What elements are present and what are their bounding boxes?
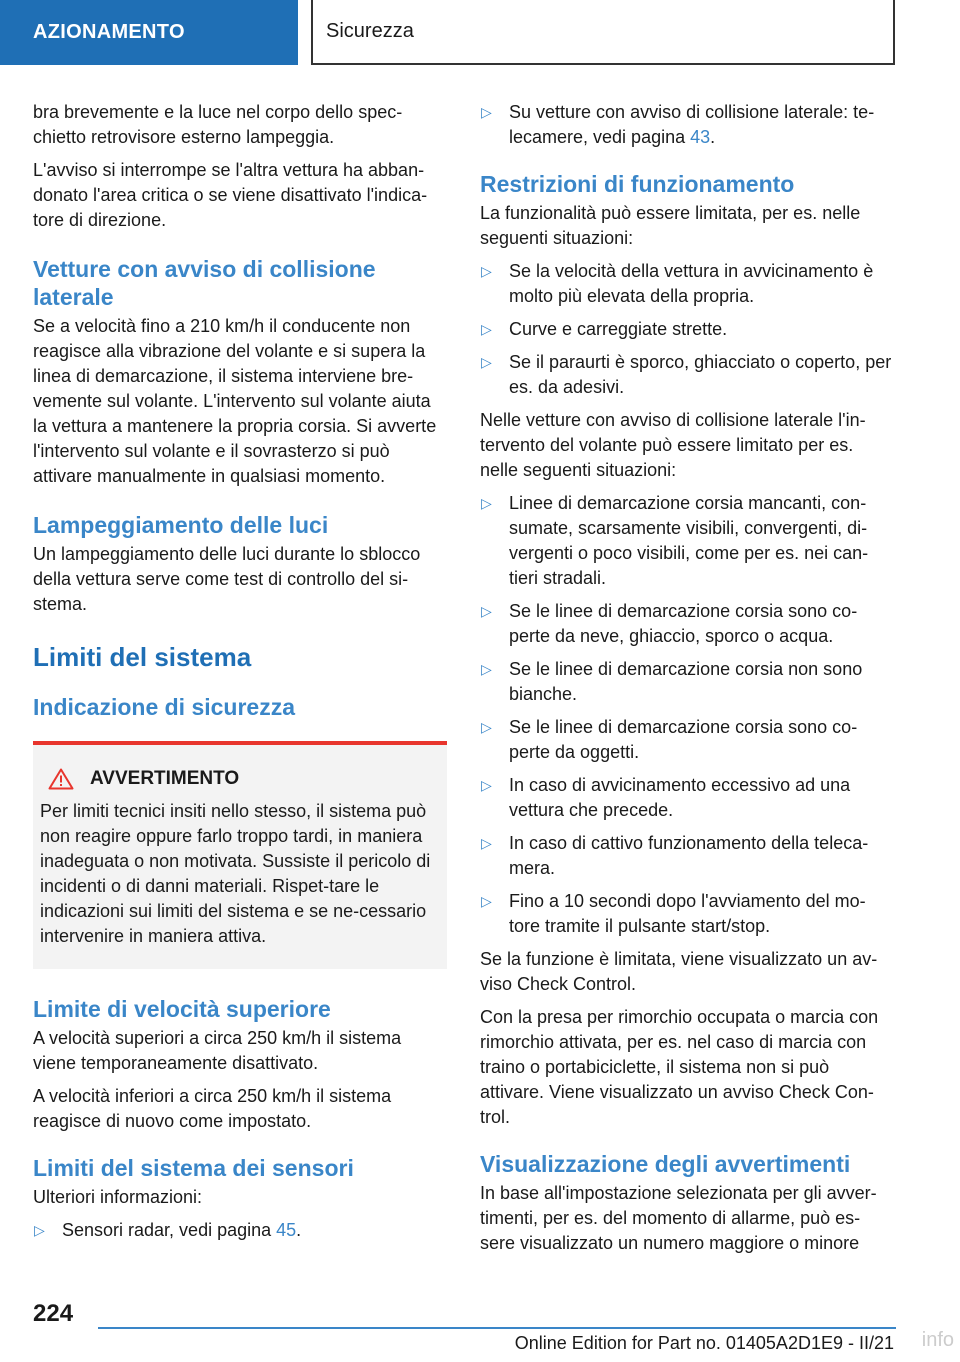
heading-flash: Lampeggiamento delle luci	[33, 512, 329, 538]
warning-triangle-icon	[48, 768, 74, 790]
heading-limits: Limiti del sistema	[33, 642, 252, 672]
paragraph: Ulteriori informazioni:	[33, 1187, 203, 1207]
list	[480, 259, 894, 400]
chapter-title: Sicurezza	[326, 20, 414, 42]
paragraph: Con la presa per rimorchio occupata o marcia con rimorchio attivata, per es. nel caso di marcia con traino o portabiciclette, il sistema non si può attivare. Viene visualizzato un avviso Check Con-trol.	[480, 1007, 879, 1127]
bullet-triangle-icon: ▷	[481, 719, 492, 735]
list	[480, 100, 894, 150]
bullet-triangle-icon: ▷	[34, 1222, 45, 1238]
list	[480, 491, 894, 939]
list-item: ▷ Su vetture con avviso di collisione laterale: te-lecamere, vedi pagina 43.	[481, 102, 875, 147]
paragraph: In base all'impostazione selezionata per gli avver-timenti, per es. del momento di allarme, può es-sere visualizzato un numero maggiore o minore	[480, 1183, 877, 1253]
heading-restrictions: Restrizioni di funzionamento	[480, 171, 795, 197]
chapter-tab	[311, 0, 895, 65]
list-item: ▷ In caso di cattivo funzionamento della teleca-mera.	[481, 833, 869, 878]
left-column	[33, 100, 447, 1251]
bullet-triangle-icon: ▷	[481, 893, 492, 909]
list-item: ▷ Curve e carreggiate strette.	[480, 317, 894, 342]
heading-speed: Limite di velocità superiore	[33, 996, 331, 1022]
paragraph: L'avviso si interrompe se l'altra vettura ha abban-donato l'area critica o se viene disattivato l'indica-tore di direzione.	[33, 160, 428, 230]
bullet-triangle-icon: ▷	[481, 835, 492, 851]
paragraph: Se a velocità fino a 210 km/h il conducente non reagisce alla vibrazione del volante e si supera la linea di demarcazione, il sistema interviene bre-vemente sul volante. L'intervento sul volante aiuta la vettura a mantenere la propria corsia. Si avverte l'intervento sul volante e il sovrasterzo si può attivare manualmente in qualsiasi momento.	[33, 316, 437, 486]
bullet-triangle-icon: ▷	[481, 321, 492, 337]
bullet-triangle-icon: ▷	[481, 777, 492, 793]
list-item: ▷ Fino a 10 secondi dopo l'avviamento del mo-tore tramite il pulsante start/stop.	[481, 891, 866, 936]
section-title: AZIONAMENTO	[33, 21, 185, 43]
bullet-triangle-icon: ▷	[481, 104, 492, 120]
list-item: ▷ In caso di avvicinamento eccessivo ad una vettura che precede.	[481, 775, 851, 820]
page-link-43[interactable]: 43	[690, 127, 711, 147]
list	[33, 1218, 447, 1243]
bullet-triangle-icon: ▷	[481, 354, 492, 370]
page-number: 224	[33, 1300, 74, 1327]
list-item: ▷ Se le linee di demarcazione corsia sono co-perte da neve, ghiaccio, sporco o acqua.	[481, 601, 858, 646]
bullet-triangle-icon: ▷	[481, 263, 492, 279]
heading-collision: Vetture con avviso di collisione laterale	[33, 256, 376, 310]
warning-title: AVVERTIMENTO	[90, 768, 240, 789]
paragraph: bra brevemente e la luce nel corpo dello spec-chietto retrovisore esterno lampeggia.	[33, 102, 403, 147]
warning-box	[33, 741, 447, 969]
paragraph: La funzionalità può essere limitata, per es. nelle seguenti situazioni:	[480, 203, 861, 248]
page-link-45[interactable]: 45	[276, 1220, 297, 1240]
heading-safety: Indicazione di sicurezza	[33, 694, 296, 720]
bullet-triangle-icon: ▷	[481, 661, 492, 677]
section-tab	[0, 0, 298, 65]
paragraph: A velocità inferiori a circa 250 km/h il sistema reagisce di nuovo come impostato.	[33, 1086, 392, 1131]
heading-display: Visualizzazione degli avvertimenti	[480, 1151, 851, 1177]
paragraph: Un lampeggiamento delle luci durante lo sblocco della vettura serve come test di controllo del si-stema.	[33, 544, 421, 614]
bullet-triangle-icon: ▷	[481, 603, 492, 619]
bullet-triangle-icon: ▷	[481, 495, 492, 511]
list-item: ▷ Se le linee di demarcazione corsia non sono bianche.	[481, 659, 863, 704]
paragraph: Nelle vetture con avviso di collisione laterale l'in-tervento del volante può essere limitato per es. nelle seguenti situazioni:	[480, 410, 866, 480]
list-item: ▷ Se la velocità della vettura in avvicinamento è molto più elevata della propria.	[481, 261, 874, 306]
list-item: ▷ Sensori radar, vedi pagina 45.	[33, 1218, 447, 1243]
paragraph: Se la funzione è limitata, viene visualizzato un av-viso Check Control.	[480, 949, 878, 994]
paragraph: A velocità superiori a circa 250 km/h il sistema viene temporaneamente disattivato.	[33, 1028, 402, 1073]
watermark: info	[921, 1329, 954, 1351]
right-column	[480, 100, 894, 1264]
warning-text: Per limiti tecnici insiti nello stesso, il sistema può non reagire oppure farlo troppo tardi, in maniera inadeguata o non motivata. Sussiste il pericolo di incidenti o di danni materiali. Rispet-tare le indicazioni sui limiti del sistema e se ne-cessario intervenire in maniera attiva.	[40, 801, 431, 946]
list-item: ▷ Se il paraurti è sporco, ghiacciato o coperto, per es. da adesivi.	[481, 352, 892, 397]
list-item: ▷ Se le linee di demarcazione corsia sono co-perte da oggetti.	[481, 717, 858, 762]
footer-divider	[98, 1327, 896, 1329]
list-item: ▷ Linee di demarcazione corsia mancanti, con-sumate, scarsamente visibili, convergenti, di-vergenti o poco visibili, come per es. nei can-tieri stradali.	[481, 493, 869, 588]
heading-sensors: Limiti del sistema dei sensori	[33, 1155, 354, 1181]
footer-edition: Online Edition for Part no. 01405A2D1E9 - II/21	[514, 1333, 894, 1353]
